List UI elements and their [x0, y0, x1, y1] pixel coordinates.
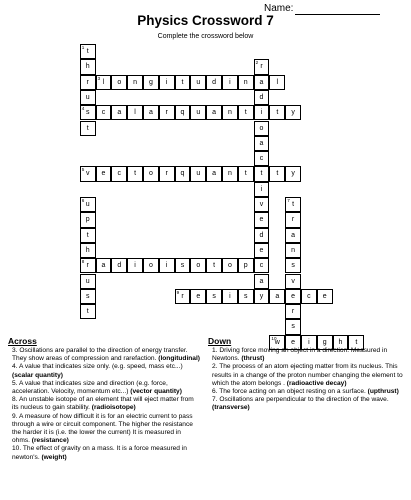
cell-letter: s — [243, 292, 248, 300]
cell-letter: t — [181, 78, 184, 86]
cell-letter: e — [196, 292, 201, 300]
clue-number: 4 — [81, 106, 85, 112]
grid-cell[interactable] — [254, 136, 270, 151]
cell-letter: t — [244, 109, 247, 117]
grid-cell[interactable] — [80, 75, 96, 90]
clue-number: 1 — [81, 45, 85, 50]
grid-cell[interactable] — [254, 182, 270, 197]
clue-text: 5. A value that indicates size and direction (e.g. force, acceleration. Velocity, momentum etc...) — [12, 379, 168, 396]
grid-cell[interactable] — [206, 289, 222, 304]
grid-cell[interactable] — [254, 243, 270, 258]
grid-cell[interactable] — [254, 105, 270, 120]
cell-letter: r — [86, 262, 89, 270]
cell-letter: d — [259, 93, 264, 101]
clue-text: 10. The effect of gravity on a mass. It is a force measured in newton's. — [12, 445, 187, 461]
grid-cell[interactable] — [254, 274, 270, 289]
clue-answer: (scalar quantity) — [12, 371, 63, 379]
grid-cell[interactable] — [80, 304, 96, 319]
grid-cell[interactable] — [285, 166, 301, 181]
cell-letter: r — [181, 292, 184, 300]
down-clue — [208, 388, 403, 396]
grid-cell[interactable] — [238, 258, 254, 273]
grid-cell[interactable] — [80, 197, 96, 212]
grid-cell[interactable] — [127, 105, 143, 120]
cell-letter: s — [291, 262, 295, 270]
grid-cell[interactable] — [285, 274, 301, 289]
cell-letter: n — [227, 170, 232, 178]
clue-number: 3 — [97, 75, 101, 81]
grid-cell[interactable] — [317, 289, 333, 304]
cell-letter: p — [243, 262, 248, 270]
grid-cell[interactable] — [285, 212, 301, 227]
grid-cell[interactable] — [127, 75, 143, 90]
grid-cell[interactable] — [111, 166, 127, 181]
cell-letter: l — [134, 109, 136, 117]
clue-answer: (thrust) — [241, 355, 265, 363]
grid-cell[interactable] — [254, 166, 270, 181]
cell-letter: h — [85, 63, 90, 71]
clue-answer: (upthrust) — [367, 388, 399, 396]
grid-cell[interactable] — [143, 75, 159, 90]
clue-answer: (resistance) — [31, 437, 69, 445]
cell-letter: e — [259, 216, 264, 224]
grid-cell[interactable] — [80, 44, 96, 59]
cell-letter: h — [338, 338, 343, 346]
cell-letter: d — [259, 231, 264, 239]
across-heading: Across — [8, 336, 37, 346]
grid-cell[interactable] — [159, 105, 175, 120]
grid-cell[interactable] — [254, 258, 270, 273]
cell-letter: u — [196, 109, 201, 117]
cell-letter: a — [148, 109, 153, 117]
clue-number: 8 — [81, 259, 85, 265]
cell-letter: i — [165, 78, 168, 86]
cell-letter: i — [134, 262, 136, 270]
cell-letter: i — [229, 292, 231, 300]
grid-cell[interactable] — [269, 105, 285, 120]
grid-cell[interactable] — [80, 59, 96, 74]
clue-text: 6. The force acting on an object resting on a surface. — [212, 388, 368, 396]
grid-cell[interactable] — [206, 166, 222, 181]
cell-letter: s — [85, 109, 90, 117]
cell-letter: r — [291, 308, 295, 316]
cell-letter: i — [260, 109, 263, 117]
grid-cell[interactable] — [80, 105, 96, 120]
page-title: Physics Crossword 7 — [137, 13, 274, 28]
cell-letter: e — [101, 170, 106, 178]
across-clue — [8, 347, 200, 363]
cell-letter: w — [274, 338, 280, 346]
cell-letter: d — [117, 262, 122, 270]
grid-cell[interactable] — [301, 289, 317, 304]
cell-letter: t — [213, 262, 216, 270]
cell-letter: a — [259, 139, 264, 147]
grid-cell[interactable] — [143, 258, 159, 273]
clue-text: 9. A measure of how difficult it is for an electric current to pass through a wire or circuit component. The higher the resistance the harder it is (i.e. the lower the current) It is measured in ohms. — [12, 412, 193, 445]
grid-cell[interactable] — [190, 166, 206, 181]
grid-cell[interactable] — [175, 166, 191, 181]
grid-cell[interactable] — [254, 90, 270, 105]
grid-cell[interactable] — [285, 243, 301, 258]
down-clue — [208, 347, 403, 363]
cell-letter: v — [85, 170, 90, 178]
grid-cell[interactable] — [285, 197, 301, 212]
clue-answer: (weight) — [41, 453, 67, 461]
grid-cell[interactable] — [254, 59, 270, 74]
cell-letter: n — [227, 109, 232, 117]
cell-letter: r — [165, 170, 168, 178]
cell-letter: t — [86, 48, 89, 55]
grid-cell[interactable] — [285, 105, 301, 120]
clue-answer: (radioisotope) — [91, 404, 136, 412]
grid-cell[interactable] — [175, 75, 191, 90]
cell-letter: u — [85, 201, 90, 208]
grid-cell[interactable] — [222, 166, 238, 181]
clue-number: 6 — [81, 198, 85, 203]
grid-cell[interactable] — [269, 166, 285, 181]
cell-letter: v — [291, 277, 295, 285]
grid-cell[interactable] — [222, 289, 238, 304]
grid-cell[interactable] — [238, 289, 254, 304]
cell-letter: o — [148, 262, 153, 270]
cell-letter: r — [165, 109, 168, 117]
clue-answer: (radioactive decay) — [286, 379, 347, 387]
cell-letter: t — [86, 124, 89, 132]
clue-number: 7 — [287, 198, 290, 203]
clue-number: 9 — [176, 289, 180, 295]
grid-cell[interactable] — [143, 105, 159, 120]
down-clue — [208, 363, 403, 388]
cell-letter: s — [291, 323, 295, 331]
grid-cell[interactable] — [80, 90, 96, 105]
grid-cell[interactable] — [238, 105, 254, 120]
cell-letter: u — [85, 277, 90, 285]
grid-cell[interactable] — [254, 121, 270, 136]
cell-letter: r — [291, 216, 295, 224]
grid-cell[interactable] — [254, 228, 270, 243]
cell-letter: c — [307, 292, 311, 300]
cell-letter: c — [117, 170, 122, 178]
cell-letter: r — [86, 78, 89, 86]
grid-cell[interactable] — [80, 121, 96, 136]
clue-number: 2 — [255, 60, 259, 66]
cell-letter: c — [259, 155, 264, 163]
grid-cell[interactable] — [254, 289, 270, 304]
cell-letter: t — [276, 109, 279, 117]
across-clue — [8, 396, 200, 412]
clue-answer: (transverse) — [212, 404, 250, 412]
cell-letter: s — [85, 292, 90, 300]
cell-letter: l — [276, 78, 279, 86]
cell-letter: t — [134, 170, 137, 178]
down-clue — [208, 396, 403, 412]
cell-letter: q — [180, 109, 185, 117]
grid-cell[interactable] — [190, 75, 206, 90]
cell-letter: c — [101, 109, 106, 117]
cell-letter: o — [148, 170, 153, 178]
grid-cell[interactable] — [175, 105, 191, 120]
grid-cell[interactable] — [111, 105, 127, 120]
grid-cell[interactable] — [175, 258, 191, 273]
clue-answer: (longitudinal) — [158, 355, 200, 363]
cell-letter: n — [243, 78, 248, 86]
grid-cell[interactable] — [285, 304, 301, 319]
grid-cell[interactable] — [127, 258, 143, 273]
grid-cell[interactable] — [80, 258, 96, 273]
clue-number: 10 — [271, 335, 277, 341]
cell-letter: a — [291, 231, 296, 239]
across-clues — [8, 336, 200, 462]
grid-cell[interactable] — [206, 105, 222, 120]
grid-cell[interactable] — [96, 258, 112, 273]
grid-cell[interactable] — [143, 166, 159, 181]
cell-letter: v — [259, 201, 264, 208]
grid-cell[interactable] — [80, 228, 96, 243]
cell-letter: y — [291, 109, 295, 117]
grid-cell[interactable] — [254, 197, 270, 212]
clue-text: 3. Oscillations are parallel to the direction of energy transfer. They show areas of compression and rarefaction. — [12, 347, 188, 363]
cell-letter: e — [322, 292, 327, 300]
grid-cell[interactable] — [222, 105, 238, 120]
cell-letter: t — [276, 170, 279, 178]
cell-letter: l — [102, 78, 105, 86]
clue-text: 2. The process of an atom ejecting matter from its nucleus. This results in a change of the proton number changing the element to which the atom belongs . — [212, 363, 403, 387]
name-label: Name: — [264, 3, 294, 14]
cell-letter: u — [85, 93, 90, 101]
grid-cell[interactable] — [96, 105, 112, 120]
cell-letter: h — [85, 246, 90, 254]
grid-cell[interactable] — [96, 75, 112, 90]
cell-letter: i — [260, 185, 263, 193]
cell-letter: u — [196, 78, 201, 86]
cell-letter: i — [165, 262, 168, 270]
grid-cell[interactable] — [80, 274, 96, 289]
cell-letter: y — [291, 170, 295, 178]
cell-letter: t — [355, 338, 358, 346]
cell-letter: t — [260, 170, 263, 178]
cell-letter: a — [117, 109, 122, 117]
cell-letter: t — [244, 170, 247, 178]
cell-letter: a — [259, 277, 264, 285]
grid-cell[interactable] — [190, 105, 206, 120]
cell-letter: y — [259, 292, 264, 300]
cell-letter: p — [85, 216, 90, 224]
across-clue — [8, 413, 200, 446]
grid-cell[interactable] — [222, 258, 238, 273]
across-clue — [8, 363, 200, 379]
grid-cell[interactable] — [159, 258, 175, 273]
cell-letter: o — [117, 78, 122, 86]
cell-letter: t — [86, 308, 89, 316]
cell-letter: o — [196, 262, 201, 270]
cell-letter: g — [148, 78, 153, 86]
clues-section — [0, 336, 411, 500]
grid-cell[interactable] — [254, 212, 270, 227]
cell-letter: a — [212, 109, 217, 117]
cell-letter: o — [227, 262, 232, 270]
grid-cell[interactable] — [285, 289, 301, 304]
grid-cell[interactable] — [206, 75, 222, 90]
cell-letter: n — [133, 78, 138, 86]
grid-cell[interactable] — [175, 289, 191, 304]
grid-cell[interactable] — [111, 75, 127, 90]
grid-cell[interactable] — [190, 289, 206, 304]
grid-cell[interactable] — [254, 75, 270, 90]
grid-cell[interactable] — [80, 212, 96, 227]
clue-text: 4. A value that indicates size only. (e.g. speed, mass etc...) — [12, 363, 183, 371]
cell-letter: u — [196, 170, 201, 178]
cell-letter: g — [322, 338, 327, 346]
grid-cell[interactable] — [269, 75, 285, 90]
cell-letter: q — [180, 170, 185, 178]
grid-cell[interactable] — [111, 258, 127, 273]
cell-letter: i — [308, 338, 310, 346]
cell-letter: i — [229, 78, 231, 86]
grid-cell[interactable] — [80, 289, 96, 304]
cell-letter: d — [212, 78, 217, 86]
clue-answer: (vector quantity) — [130, 388, 182, 396]
grid-cell[interactable] — [238, 75, 254, 90]
down-clues — [208, 336, 403, 413]
grid-cell[interactable] — [159, 75, 175, 90]
grid-cell[interactable] — [190, 258, 206, 273]
grid-cell[interactable] — [285, 319, 301, 334]
grid-cell[interactable] — [254, 151, 270, 166]
grid-cell[interactable] — [96, 166, 112, 181]
grid-cell[interactable] — [80, 243, 96, 258]
cell-letter: e — [291, 338, 296, 346]
grid-cell[interactable] — [206, 258, 222, 273]
cell-letter: r — [260, 63, 263, 71]
cell-letter: a — [275, 292, 280, 300]
grid-cell[interactable] — [285, 258, 301, 273]
cell-letter: e — [291, 292, 296, 300]
cell-letter: e — [259, 246, 264, 254]
cell-letter: t — [292, 201, 295, 208]
grid-cell[interactable] — [238, 166, 254, 181]
across-clue — [8, 445, 200, 461]
grid-cell[interactable] — [159, 166, 175, 181]
clue-number: 5 — [81, 167, 85, 173]
grid-cell[interactable] — [285, 228, 301, 243]
across-clue — [8, 380, 200, 396]
cell-letter: c — [259, 262, 264, 270]
cell-letter: a — [212, 170, 217, 178]
cell-letter: s — [180, 262, 185, 270]
grid-cell[interactable] — [80, 166, 96, 181]
grid-cell[interactable] — [127, 166, 143, 181]
cell-letter: s — [212, 292, 216, 300]
page-subtitle: Complete the crossword below — [157, 33, 254, 40]
clue-text: 8. An unstable isotope of an element that will eject matter from its nucleus to gain stability. — [12, 396, 194, 412]
cell-letter: n — [291, 246, 296, 254]
clue-text: 7. Oscillations are perpendicular to the direction of the wave. — [212, 396, 389, 404]
down-heading: Down — [208, 336, 232, 346]
cell-letter: o — [259, 124, 264, 132]
cell-letter: t — [86, 231, 89, 239]
cell-letter: a — [259, 78, 264, 86]
grid-cell[interactable] — [269, 289, 285, 304]
clue-text: 1. Driving force moving an object in a direction. Measured in Newtons. — [212, 347, 388, 363]
grid-cell[interactable] — [222, 75, 238, 90]
cell-letter: a — [101, 262, 106, 270]
